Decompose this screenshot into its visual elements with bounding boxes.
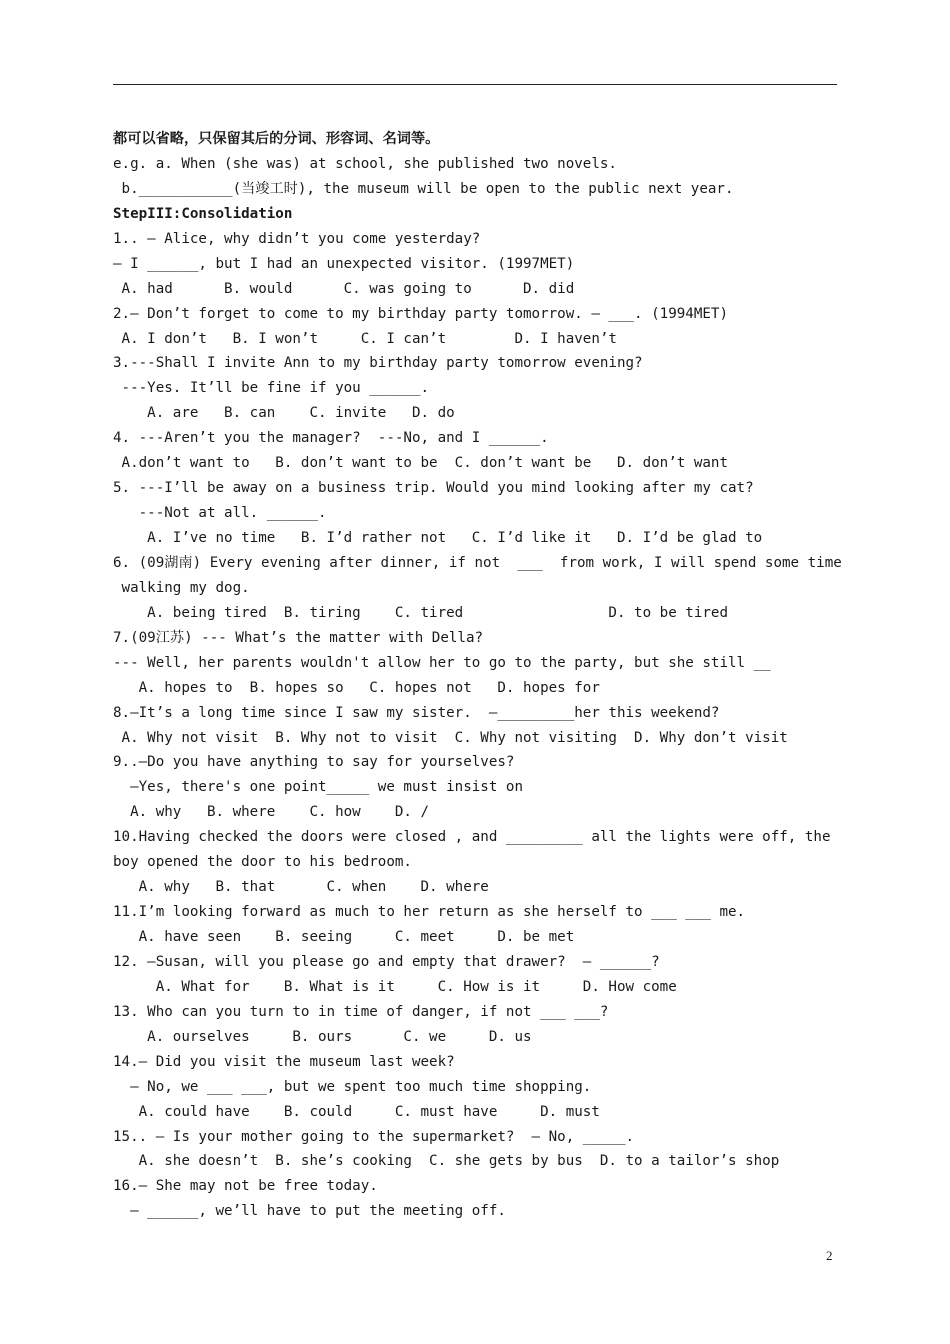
question-line: ---Not at all. ______. — [113, 505, 327, 522]
question-line: ---Yes. It’ll be fine if you ______. — [113, 380, 430, 397]
question-line: A. could have B. could C. must have D. must — [113, 1103, 600, 1120]
question-line: 12. —Susan, will you please go and empty that drawer? — ______? — [113, 953, 660, 970]
question-line: A. Why not visit B. Why not to visit C. Why not visiting D. Why don’t visit — [113, 729, 788, 746]
question-line: 2.— Don’t forget to come to my birthday party tomorrow. — ___. (1994MET) — [113, 305, 728, 322]
question-line: A. are B. can C. invite D. do — [113, 405, 455, 422]
question-line: —Yes, there's one point_____ we must insist on — [113, 779, 523, 796]
question-line: A. ourselves B. ours C. we D. us — [113, 1028, 532, 1045]
question-line: 15.. — Is your mother going to the supermarket? — No, _____. — [113, 1128, 635, 1145]
question-line: A. being tired B. tiring C. tired D. to be tired — [113, 604, 728, 621]
example-a: e.g. a. When (she was) at school, she published two novels. — [113, 155, 617, 172]
page-number: 2 — [826, 1248, 833, 1263]
question-line: — No, we ___ ___, but we spent too much time shopping. — [113, 1078, 592, 1095]
question-line: A. why B. that C. when D. where — [113, 879, 489, 896]
question-line: A. have seen B. seeing C. meet D. be met — [113, 929, 575, 945]
header-rule — [113, 84, 837, 85]
question-line: 4. ---Aren’t you the manager? ---No, and I ______. — [113, 430, 549, 447]
question-line: A. I’ve no time B. I’d rather not C. I’d like it D. I’d be glad to — [113, 530, 763, 546]
question-line: 6. (09湖南) Every evening after dinner, if not ___ from work, I will spend some time — [113, 554, 842, 571]
question-line: --- Well, her parents wouldn't allow her to go to the party, but she still __ — [113, 654, 771, 671]
question-line: A. hopes to B. hopes so C. hopes not D. hopes for — [113, 679, 600, 696]
question-line: 5. ---I’ll be away on a business trip. Would you mind looking after my cat? — [113, 480, 754, 497]
question-line: boy opened the door to his bedroom. — [113, 854, 412, 871]
question-line: 10.Having checked the doors were closed , and _________ all the lights were off, the — [113, 829, 831, 846]
question-line: 11.I’m looking forward as much to her return as she herself to ___ ___ me. — [113, 904, 746, 921]
heading-note: 都可以省略，只保留其后的分词、形容词、名词等。 — [113, 131, 440, 147]
example-b: b.___________(当竣工时), the museum will be open to the public next year. — [113, 180, 734, 197]
question-line: 14.— Did you visit the museum last week? — [113, 1053, 455, 1070]
section-title: StepIII:Consolidation — [113, 205, 293, 222]
document-body — [113, 127, 843, 1224]
question-line: — ______, we’ll have to put the meeting off. — [113, 1203, 506, 1220]
question-line: 16.— She may not be free today. — [113, 1178, 378, 1195]
question-line: A. why B. where C. how D. / — [113, 804, 430, 821]
question-line: 7.(09江苏) --- What’s the matter with Della? — [113, 629, 484, 646]
question-line: 9..—Do you have anything to say for yourselves? — [113, 754, 515, 771]
question-line: A. What for B. What is it C. How is it D. How come — [113, 978, 677, 995]
question-line: 3.---Shall I invite Ann to my birthday party tomorrow evening? — [113, 355, 643, 372]
question-line: walking my dog. — [113, 579, 250, 596]
question-line: A. she doesn’t B. she’s cooking C. she gets by bus D. to a tailor’s shop — [113, 1153, 780, 1170]
question-line: A. had B. would C. was going to D. did — [113, 280, 575, 297]
question-line: A.don’t want to B. don’t want to be C. don’t want be D. don’t want — [113, 455, 728, 472]
question-line: A. I don’t B. I won’t C. I can’t D. I haven’t — [113, 330, 617, 347]
question-line: 13. Who can you turn to in time of danger, if not ___ ___? — [113, 1003, 609, 1020]
question-line: 8.—It’s a long time since I saw my sister. —_________her this weekend? — [113, 704, 720, 721]
question-line: — I ______, but I had an unexpected visitor. (1997MET) — [113, 255, 575, 272]
question-line: 1.. — Alice, why didn’t you come yesterday? — [113, 230, 481, 247]
